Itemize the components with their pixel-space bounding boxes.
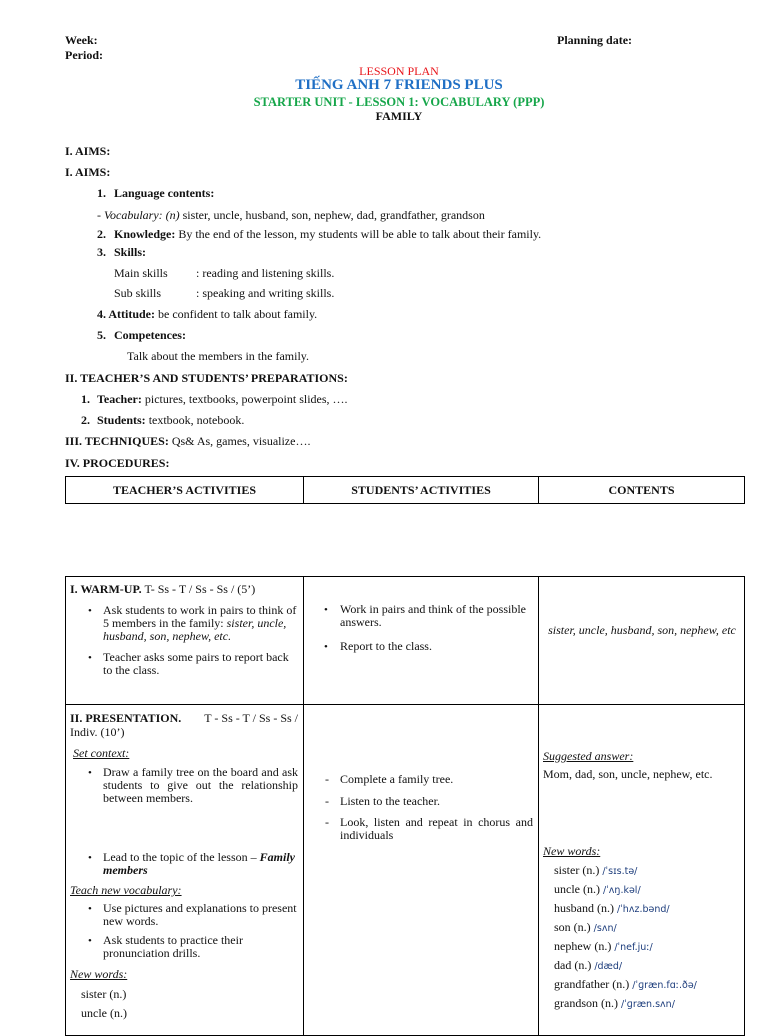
presentation-student-item-2: Listen to the teacher. — [340, 794, 440, 808]
unit-title: STARTER UNIT - LESSON 1: VOCABULARY (PPP) — [253, 95, 545, 109]
bullet-icon: • — [88, 652, 92, 664]
word-text: son (n.) — [554, 920, 591, 934]
word-ipa: /ˈʌŋ.kəl/ — [602, 885, 641, 896]
left-new-words-label: New words: — [70, 967, 128, 981]
word-row — [554, 958, 622, 973]
vocab-label: - Vocabulary: (n) — [97, 208, 180, 222]
word-row — [554, 939, 653, 954]
left-word-item: uncle (n.) — [81, 1006, 127, 1020]
sub-skills-label: Sub skills — [114, 286, 162, 300]
presentation-teacher-item-4: Ask students to practice their pronunciation drills. — [103, 933, 243, 960]
header-contents: CONTENTS — [539, 477, 745, 504]
word-row — [554, 996, 675, 1011]
warmup-t1-italic: sister, uncle, husband, son, nephew, etc. — [103, 616, 287, 643]
skills-num: 3. — [97, 245, 106, 259]
word-row — [554, 977, 697, 992]
warmup-teacher-item-1 — [103, 604, 298, 643]
lang-label: Language contents: — [114, 186, 215, 200]
procedures-table — [65, 576, 745, 1036]
header-teacher-activities: TEACHER’S ACTIVITIES — [66, 477, 304, 504]
week-label: Week: — [65, 33, 98, 47]
knowledge-line — [114, 227, 541, 242]
planning-date-label: Planning date: — [557, 33, 633, 47]
sub-skills-text: : speaking and writing skills. — [196, 286, 335, 300]
word-ipa: /sʌn/ — [593, 923, 617, 934]
doc-type-title: LESSON PLAN — [359, 64, 439, 78]
warmup-students-cell — [304, 577, 539, 705]
vocab-words: sister, uncle, husband, son, nephew, dad, grandfather, grandson — [182, 208, 485, 222]
bullet-icon: • — [88, 852, 92, 864]
word-text: sister (n.) — [554, 863, 600, 877]
bullet-icon: • — [88, 903, 92, 915]
word-ipa: /ˈɡræn.fɑː.ðə/ — [632, 980, 697, 991]
techniques-text: Qs& As, games, visualize…. — [171, 434, 311, 448]
word-ipa: /ˈnef.juː/ — [614, 942, 653, 953]
presentation-title: II. PRESENTATION. — [70, 711, 182, 725]
warmup-student-item-2: Report to the class. — [340, 639, 432, 653]
comp-num: 5. — [97, 328, 106, 342]
warmup-mode: T- Ss - T / Ss - Ss / (5’) — [144, 582, 256, 596]
attitude-line — [97, 307, 317, 322]
presentation-teacher-item-3: Use pictures and explanations to present new words. — [103, 901, 297, 928]
warmup-teacher-item-2: Teacher asks some pairs to report back to the class. — [103, 650, 289, 677]
prep-students-line — [97, 413, 244, 428]
aims-heading-repeat: I. AIMS: — [65, 165, 111, 179]
procedures-header-table — [65, 476, 745, 504]
comp-text: Talk about the members in the family. — [127, 349, 309, 363]
warmup-student-item-1: Work in pairs and think of the possible answers. — [340, 602, 527, 629]
left-word-item: sister (n.) — [81, 987, 127, 1001]
bullet-icon: • — [324, 604, 328, 616]
bullet-icon: • — [88, 605, 92, 617]
presentation-student-item-3: Look, listen and repeat in chorus and individuals — [340, 815, 533, 842]
word-text: grandson (n.) — [554, 996, 618, 1010]
dash-icon: - — [325, 772, 329, 786]
warmup-content: sister, uncle, husband, son, nephew, etc — [548, 623, 736, 637]
know-text: By the end of the lesson, my students will be able to talk about their family. — [178, 227, 542, 241]
presentation-contents-cell — [539, 705, 745, 1036]
prep-teacher-num: 1. — [81, 392, 90, 406]
warmup-row — [66, 577, 745, 705]
presentation-teacher-item-2 — [103, 851, 298, 877]
word-text: dad (n.) — [554, 958, 592, 972]
word-ipa: /ˈɡræn.sʌn/ — [620, 999, 675, 1010]
presentation-title-line — [70, 711, 298, 726]
bullet-icon: • — [88, 767, 92, 779]
dash-icon: - — [325, 794, 329, 808]
word-text: nephew (n.) — [554, 939, 612, 953]
word-ipa: /ˈhʌz.bənd/ — [617, 904, 670, 915]
presentation-student-item-1: Complete a family tree. — [340, 772, 454, 786]
warmup-teacher-cell — [66, 577, 304, 705]
prep-students-label: Students: — [97, 413, 146, 427]
main-skills-text: : reading and listening skills. — [196, 266, 335, 280]
prep-teacher-label: Teacher: — [97, 392, 142, 406]
left-new-words-line — [70, 967, 127, 982]
prep-students-num: 2. — [81, 413, 90, 427]
attitude-text: be confident to talk about family. — [158, 307, 318, 321]
suggested-answer-label: Suggested answer: — [543, 749, 634, 763]
lang-num: 1. — [97, 186, 106, 200]
set-context-label: Set context: — [73, 746, 130, 760]
bullet-icon: • — [324, 641, 328, 653]
word-ipa: /ˈsɪs.tə/ — [602, 866, 638, 877]
course-title: TIẾNG ANH 7 FRIENDS PLUS — [295, 77, 503, 93]
techniques-label: III. TECHNIQUES: — [65, 434, 169, 448]
warmup-title-line — [70, 582, 255, 597]
period-label: Period: — [65, 48, 103, 62]
procedures-heading: IV. PROCEDURES: — [65, 456, 170, 470]
presentation-mode: T - Ss - T / Ss - Ss / — [204, 711, 298, 725]
presentation-teacher-item-1: Draw a family tree on the board and ask students to give out the relationship between members. — [103, 765, 298, 805]
word-row — [554, 901, 670, 916]
presentation-teacher-cell — [66, 705, 304, 1036]
vocab-line — [97, 208, 485, 223]
dash-icon: - — [325, 815, 329, 829]
skills-label: Skills: — [114, 245, 147, 259]
prep-students-text: textbook, notebook. — [148, 413, 245, 427]
presentation-t2-text: Lead to the topic of the lesson – — [103, 850, 260, 864]
prep-heading: II. TEACHER’S AND STUDENTS’ PREPARATIONS: — [65, 371, 348, 385]
presentation-row — [66, 705, 745, 1036]
prep-teacher-line — [97, 392, 348, 407]
header-students-activities: STUDENTS’ ACTIVITIES — [304, 477, 539, 504]
suggested-answer-text: Mom, dad, son, uncle, nephew, etc. — [543, 767, 713, 781]
word-text: grandfather (n.) — [554, 977, 630, 991]
presentation-students-cell — [304, 705, 539, 1036]
main-skills-label: Main skills — [114, 266, 168, 280]
aims-heading: I. AIMS: — [65, 144, 111, 158]
word-row — [554, 882, 641, 897]
attitude-label: 4. Attitude: — [97, 307, 155, 321]
word-row — [554, 920, 617, 935]
warmup-t1-text: Ask students to work in pairs to think of 5 members in the family: — [103, 603, 297, 630]
topic-title: FAMILY — [375, 109, 423, 123]
teach-vocab-label: Teach new vocabulary: — [70, 883, 182, 897]
prep-teacher-text: pictures, textbooks, powerpoint slides, …. — [144, 392, 348, 406]
presentation-t2-bold: Family members — [103, 850, 295, 877]
word-text: husband (n.) — [554, 901, 614, 915]
warmup-title: I. WARM-UP. — [70, 582, 142, 596]
presentation-mode-2: Indiv. (10’) — [70, 725, 125, 739]
bullet-icon: • — [88, 935, 92, 947]
warmup-contents-cell — [539, 577, 745, 705]
new-words-label: New words: — [543, 844, 601, 858]
know-num: 2. — [97, 227, 106, 241]
techniques-line — [65, 434, 310, 449]
word-text: uncle (n.) — [554, 882, 600, 896]
word-row — [554, 863, 637, 878]
word-ipa: /dæd/ — [594, 961, 623, 972]
know-label: Knowledge: — [114, 227, 176, 241]
comp-label: Competences: — [114, 328, 186, 342]
